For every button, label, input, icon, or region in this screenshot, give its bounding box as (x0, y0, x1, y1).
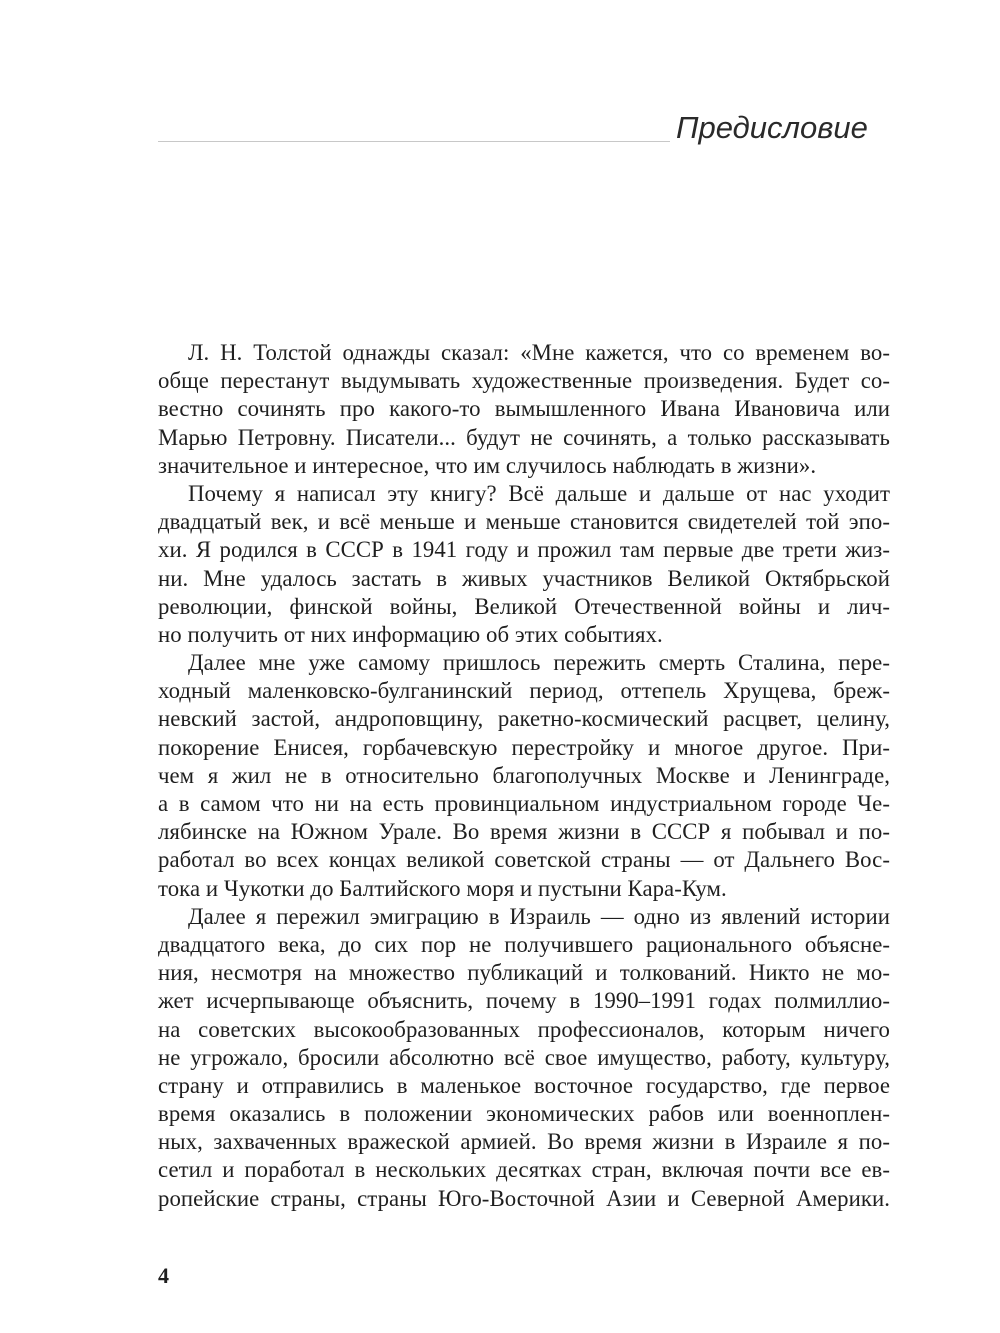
paragraph (158, 480, 890, 649)
text-line: ропейские страны, страны Юго-Восточной Азии и Северной Америки. (158, 1185, 890, 1211)
text-line: жет исчерпывающе объяснить, почему в 1990–1991 годах полмиллио- (158, 988, 890, 1014)
text-line: Далее я пережил эмиграцию в Израиль — одно из явлений истории (188, 903, 890, 929)
text-line: Л. Н. Толстой однажды сказал: «Мне кажется, что со временем во- (188, 340, 890, 365)
text-line: хи. Я родился в СССР в 1941 году и прожил там первые две трети жиз- (158, 537, 890, 563)
text-line: страну и отправились в маленькое восточное государство, где первое (158, 1072, 890, 1098)
text-line: лябинске на Южном Урале. Во время жизни в СССР я побывал и по- (158, 819, 890, 845)
text-line: время оказались в положении экономических рабов или военноплен- (158, 1101, 890, 1127)
text-line: двадцатого века, до сих пор не получившего рационального объясне- (158, 931, 890, 957)
text-line: Далее мне уже самому пришлось пережить смерть Сталина, пере- (188, 650, 890, 676)
text-line: Марью Петровну. Писатели... будут не сочинять, а только рассказывать (158, 424, 890, 450)
text-line: покорение Енисея, горбачевскую перестройку и многое другое. При- (158, 734, 890, 760)
chapter-title: Предисловие (676, 110, 868, 145)
text-line: ния, несмотря на множество публикаций и толкований. Никто не мо- (158, 960, 890, 986)
text-line: двадцатый век, и всё меньше и меньше становится свидетелей той эпо- (158, 509, 890, 535)
text-line: обще перестанут выдумывать художественные произведения. Будет со- (158, 368, 890, 394)
text-line: работал во всех концах великой советской страны — от Дальнего Вос- (158, 847, 890, 873)
text-line: значительное и интересное, что им случилось наблюдать в жизни». (158, 452, 817, 478)
text-line: на советских высокообразованных профессионалов, которым ничего (158, 1016, 890, 1042)
paragraph (158, 339, 890, 480)
text-line: а в самом что ни на есть провинциальном индустриальном городе Че- (158, 791, 890, 816)
chapter-divider-line (158, 141, 670, 142)
text-line: ных, захваченных вражеской армией. Во время жизни в Израиле я по- (158, 1129, 890, 1155)
preface-body (158, 339, 890, 1213)
text-line: Почему я написал эту книгу? Всё дальше и дальше от нас уходит (188, 480, 890, 506)
text-line: невский застой, андроповщину, ракетно-космический расцвет, целину, (158, 706, 890, 732)
text-line: ни. Мне удалось застать в живых участников Великой Октябрьской (158, 565, 890, 591)
paragraph (158, 903, 890, 1213)
text-line: ходный маленковско-булганинский период, оттепель Хрущева, бреж- (158, 678, 890, 704)
text-line: но получить от них информацию об этих событиях. (158, 621, 663, 647)
text-line: не угрожало, бросили абсолютно всё свое имущество, работу, культуру, (158, 1044, 890, 1070)
text-line: революции, финской войны, Великой Отечественной войны и лич- (158, 593, 890, 619)
text-line: тока и Чукотки до Балтийского моря и пустыни Кара-Кум. (158, 875, 727, 901)
text-line: вестно сочинять про какого-то вымышленного Ивана Ивановича или (158, 396, 890, 422)
text-line: сетил и поработал в нескольких десятках стран, включая почти все ев- (158, 1157, 890, 1183)
text-line: чем я жил не в относительно благополучных Москве и Ленинграде, (158, 762, 890, 788)
paragraph (158, 649, 890, 903)
page-number: 4 (158, 1263, 169, 1288)
